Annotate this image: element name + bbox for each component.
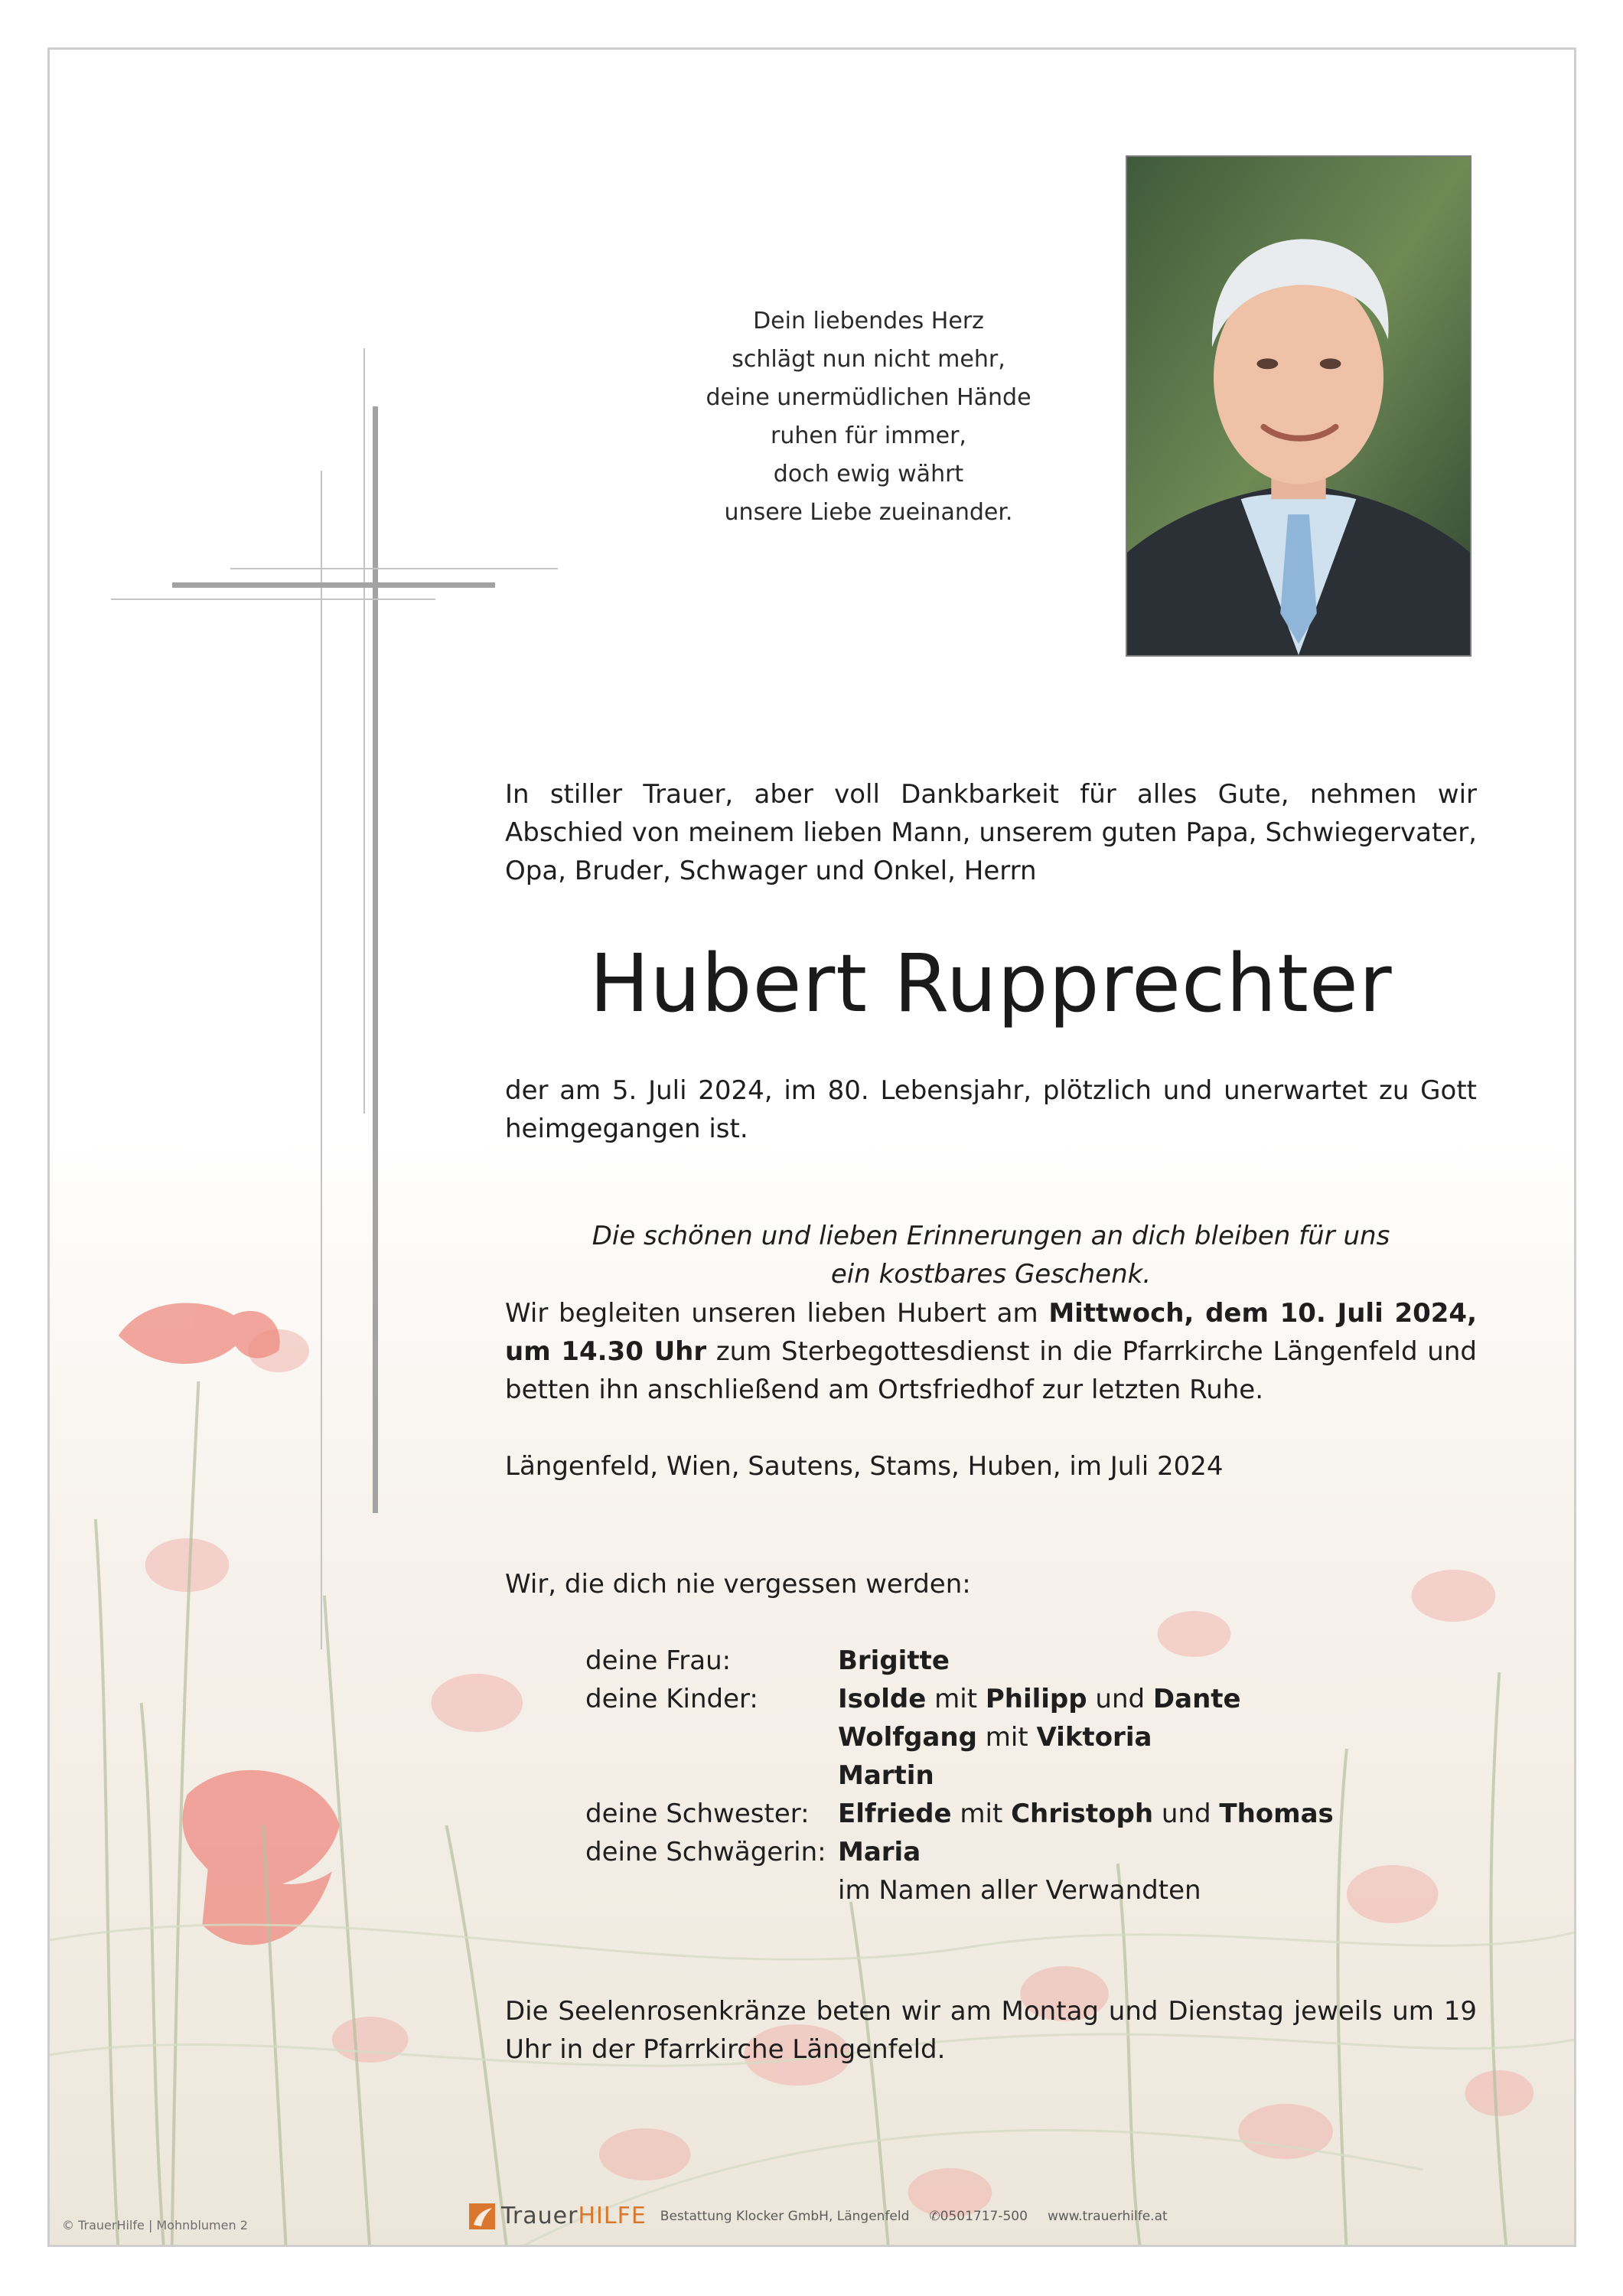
funeral-details <box>505 1294 1477 1409</box>
family-row <box>585 1833 1473 1871</box>
brand-name-part: Trauer <box>501 2203 578 2229</box>
quote-line: ein kostbares Geschenk. <box>830 1259 1152 1290</box>
mourners-intro: Wir, die dich nie vergessen werden: <box>505 1569 971 1600</box>
family-member: Thomas <box>1219 1799 1334 1829</box>
family-member: Brigitte <box>838 1645 950 1676</box>
funeral-home: Bestattung Klocker GmbH, Längenfeld <box>660 2208 910 2224</box>
funeral-text: Wir begleiten unseren lieben Hubert am <box>505 1298 1049 1329</box>
family-member: Philipp <box>985 1684 1087 1714</box>
website-link[interactable]: www.trauerhilfe.at <box>1047 2208 1168 2224</box>
footer-bar <box>469 2203 1168 2229</box>
family-member: Viktoria <box>1036 1722 1152 1753</box>
poem-line: ruhen für immer, <box>771 422 966 449</box>
family-row <box>585 1680 1473 1718</box>
death-notice: der am 5. Juli 2024, im 80. Lebensjahr, plötzlich und unerwartet zu Gott heimgegangen ist. <box>505 1075 1477 1144</box>
family-member: Dante <box>1152 1684 1241 1714</box>
portrait-photo <box>1126 155 1471 657</box>
connector: und <box>1161 1799 1211 1829</box>
poem-line: unsere Liebe zueinander. <box>724 499 1013 526</box>
poem-line: doch ewig währt <box>773 461 964 488</box>
connector: mit <box>960 1799 1003 1829</box>
family-role: deine Kinder: <box>585 1684 758 1714</box>
family-role: deine Schwester: <box>585 1799 810 1829</box>
family-member: Wolfgang <box>838 1722 977 1753</box>
family-member: Elfriede <box>838 1799 952 1829</box>
brand-logo-icon <box>469 2203 495 2229</box>
connector: und <box>1095 1684 1146 1714</box>
family-row <box>585 1871 1473 1910</box>
family-role: deine Frau: <box>585 1645 732 1676</box>
connector: mit <box>934 1684 978 1714</box>
poem-line: schlägt nun nicht mehr, <box>732 346 1005 373</box>
quote-line: Die schönen und lieben Erinnerungen an dich bleiben für uns <box>592 1221 1390 1251</box>
family-row <box>585 1756 1473 1795</box>
family-list <box>585 1642 1473 1910</box>
connector: mit <box>985 1722 1028 1753</box>
place-date: Längenfeld, Wien, Sautens, Stams, Huben, im Juli 2024 <box>505 1451 1224 1482</box>
funeral-text: zum Sterbegottesdienst in die Pfarrkirche Längenfeld und betten ihn anschließend am Ortsfriedhof zur letzten Ruhe. <box>505 1336 1477 1405</box>
obituary-card <box>47 47 1576 2247</box>
phone-number: ✆0501717-500 <box>929 2208 1028 2224</box>
family-role: deine Schwägerin: <box>585 1837 826 1867</box>
deceased-name: Hubert Rupprechter <box>589 937 1393 1030</box>
family-row <box>585 1718 1473 1756</box>
copyright-note: © TrauerHilfe | Mohnblumen 2 <box>62 2218 248 2232</box>
rosary-note: Die Seelenrosenkränze beten wir am Montag und Dienstag jeweils um 19 Uhr in der Pfarrkirche Längenfeld. <box>505 1996 1477 2065</box>
memorial-quote <box>505 1217 1477 1293</box>
family-member: Christoph <box>1011 1799 1154 1829</box>
family-member: Martin <box>838 1760 934 1791</box>
family-member: Isolde <box>838 1684 927 1714</box>
poem <box>631 302 1106 532</box>
relatives-note: im Namen aller Verwandten <box>838 1875 1201 1906</box>
brand-name-part: HILFE <box>578 2203 647 2229</box>
family-member: Maria <box>838 1837 921 1867</box>
funeral-datetime: Mittwoch, dem 10. Juli 2024, um 14.30 Uhr <box>505 1298 1478 1367</box>
poem-line: Dein liebendes Herz <box>753 308 984 334</box>
poem-line: deine unermüdlichen Hände <box>706 384 1031 411</box>
family-row <box>585 1642 1473 1680</box>
family-row <box>585 1795 1473 1833</box>
brand-name <box>501 2203 647 2229</box>
intro-text: In stiller Trauer, aber voll Dankbarkeit für alles Gute, nehmen wir Abschied von meinem lieben Mann, unserem guten Papa, Schwiegervater, Opa, Bruder, Schwager und Onkel, Herrn <box>505 779 1477 886</box>
